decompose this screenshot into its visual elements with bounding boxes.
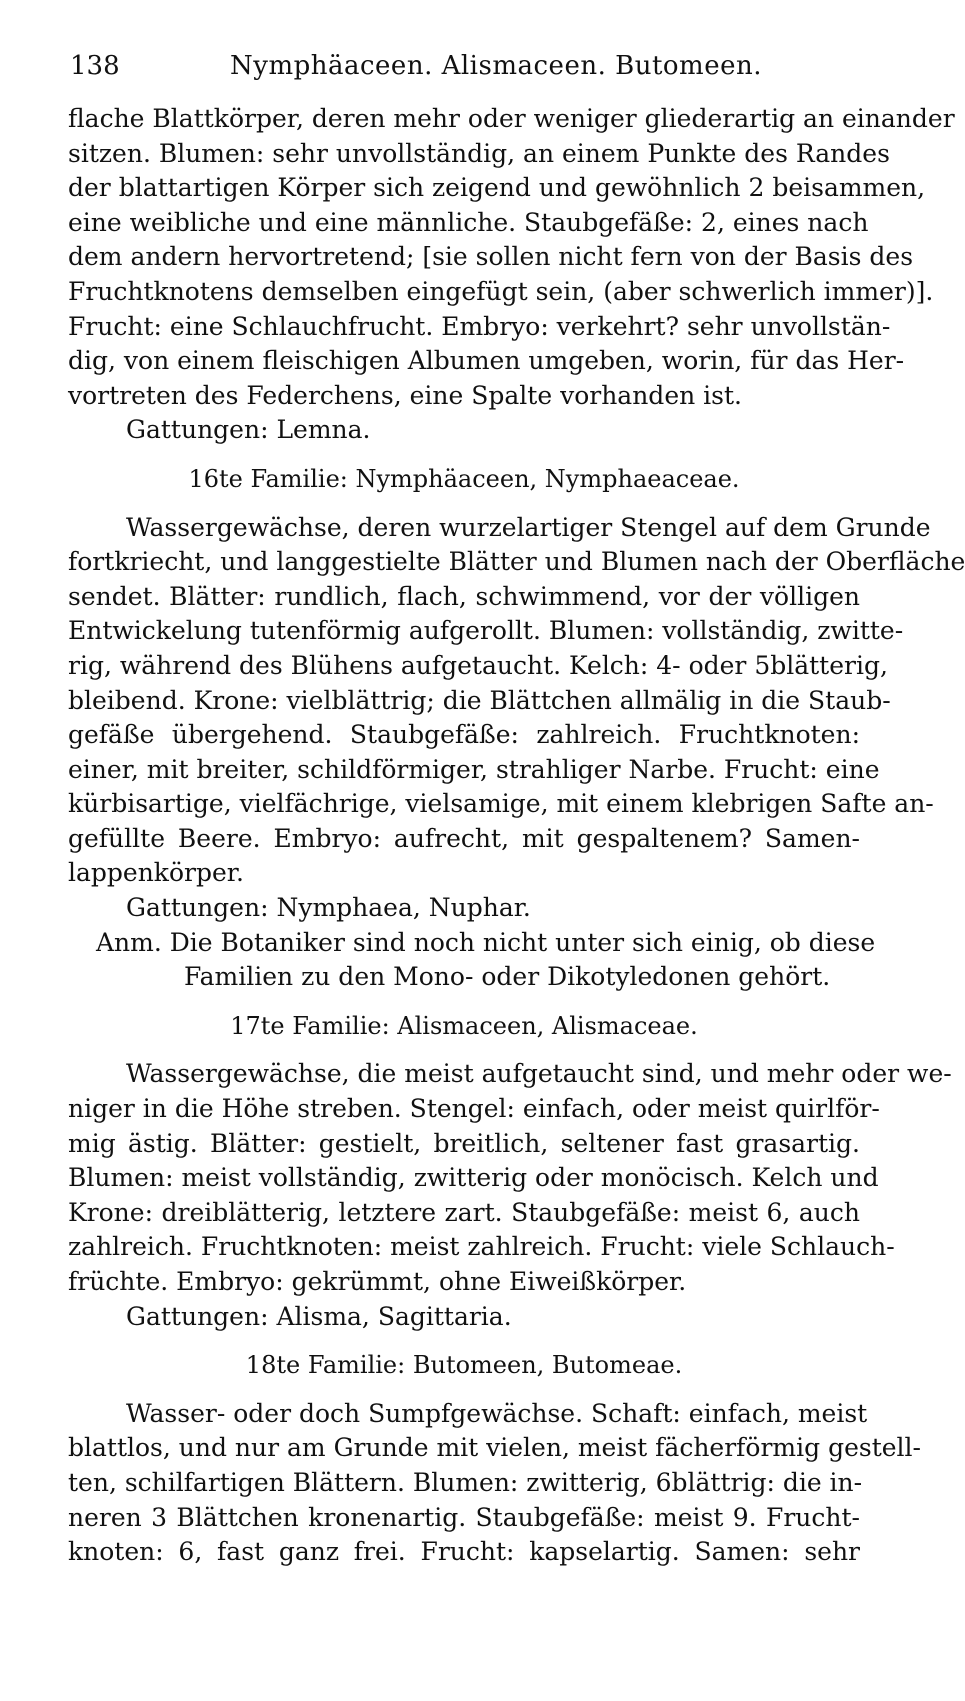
running-title: Nymphäaceen. Alismaceen. Butomeen.: [230, 51, 762, 81]
text-line: vortreten des Federchens, eine Spalte vorhanden ist.: [68, 380, 742, 410]
text-line: Wasser- oder doch Sumpfgewächse. Schaft: einfach, meist: [126, 1398, 868, 1428]
nymphaeaceae-description: [68, 511, 965, 995]
page-number: 138: [70, 51, 120, 81]
text-line: dig, von einem fleischigen Albumen umgeben, worin, für das Her-: [68, 346, 905, 376]
text-line: bleibend. Krone: vielblättrig; die Blättchen allmälig in die Staub-: [68, 685, 891, 715]
text-line: blattlos, und nur am Grunde mit vielen, meist fächerförmig gestell-: [68, 1433, 921, 1463]
text-line: ten, schilfartigen Blättern. Blumen: zwitterig, 6blättrig: die in-: [68, 1467, 863, 1497]
family-heading-alismaceae: 17te Familie: Alismaceen, Alismaceae.: [230, 1011, 698, 1040]
text-line: mig ästig. Blätter: gestielt, breitlich, seltener fast grasartig.: [68, 1128, 860, 1158]
text-line: Blumen: meist vollständig, zwitterig oder monöcisch. Kelch und: [68, 1163, 879, 1193]
family-heading-nymphaeaceae: 16te Familie: Nymphäaceen, Nymphaeaceae.: [188, 464, 740, 493]
text-line: Fruchtknotens demselben eingefügt sein, (aber schwerlich immer)].: [68, 276, 934, 306]
genera-line: Gattungen: Alisma, Sagittaria.: [126, 1301, 512, 1331]
text-line: neren 3 Blättchen kronenartig. Staubgefäße: meist 9. Frucht-: [68, 1502, 860, 1532]
text-line: zahlreich. Fruchtknoten: meist zahlreich. Frucht: viele Schlauch-: [68, 1232, 895, 1262]
text-line: sitzen. Blumen: sehr unvollständig, an einem Punkte des Randes: [68, 138, 890, 168]
page-body: [68, 102, 965, 1570]
family-heading-butomeae: 18te Familie: Butomeen, Butomeae.: [245, 1351, 683, 1380]
text-line: Wassergewächse, die meist aufgetaucht sind, und mehr oder we-: [126, 1059, 952, 1089]
note-line: Familien zu den Mono- oder Dikotyledonen gehört.: [184, 962, 831, 992]
text-line: Wassergewächse, deren wurzelartiger Stengel auf dem Grunde: [126, 512, 931, 542]
text-line: Frucht: eine Schlauchfrucht. Embryo: verkehrt? sehr unvollstän-: [68, 311, 891, 341]
text-line: gefüllte Beere. Embryo: aufrecht, mit gespaltenem? Samen-: [68, 823, 860, 853]
text-line: einer, mit breiter, schildförmiger, strahliger Narbe. Frucht: eine: [68, 754, 880, 784]
text-line: flache Blattkörper, deren mehr oder weniger gliederartig an einander: [68, 104, 955, 133]
text-line: lappenkörper.: [68, 858, 244, 888]
text-line: sendet. Blätter: rundlich, flach, schwimmend, vor der völligen: [68, 581, 860, 611]
text-line: eine weibliche und eine männliche. Staubgefäße: 2, eines nach: [68, 207, 869, 237]
alismaceae-description: [68, 1057, 952, 1334]
genera-line: Gattungen: Lemna.: [126, 415, 371, 445]
text-line: gefäße übergehend. Staubgefäße: zahlreich. Fruchtknoten:: [68, 720, 860, 750]
text-line: der blattartigen Körper sich zeigend und gewöhnlich 2 beisammen,: [68, 173, 926, 203]
note-line: Anm. Die Botaniker sind noch nicht unter sich einig, ob diese: [96, 927, 876, 957]
text-line: fortkriecht, und langgestielte Blätter und Blumen nach der Oberfläche: [68, 547, 965, 577]
text-line: niger in die Höhe streben. Stengel: einfach, oder meist quirlför-: [68, 1094, 880, 1124]
text-line: rig, während des Blühens aufgetaucht. Kelch: 4- oder 5blätterig,: [68, 650, 888, 680]
genera-line: Gattungen: Nymphaea, Nuphar.: [126, 893, 531, 923]
text-line: knoten: 6, fast ganz frei. Frucht: kapselartig. Samen: sehr: [68, 1537, 860, 1567]
page-header: [70, 46, 860, 86]
text-line: früchte. Embryo: gekrümmt, ohne Eiweißkörper.: [68, 1267, 687, 1296]
lemna-description: [68, 102, 955, 448]
text-line: dem andern hervortretend; [sie sollen nicht fern von der Basis des: [68, 242, 914, 272]
text-line: Entwickelung tutenförmig aufgerollt. Blumen: vollständig, zwitte-: [68, 616, 904, 646]
text-line: kürbisartige, vielfächrige, vielsamige, mit einem klebrigen Safte an-: [68, 789, 934, 819]
text-line: Krone: dreiblätterig, letztere zart. Staubgefäße: meist 6, auch: [68, 1197, 860, 1227]
butomeae-description: [68, 1397, 921, 1570]
